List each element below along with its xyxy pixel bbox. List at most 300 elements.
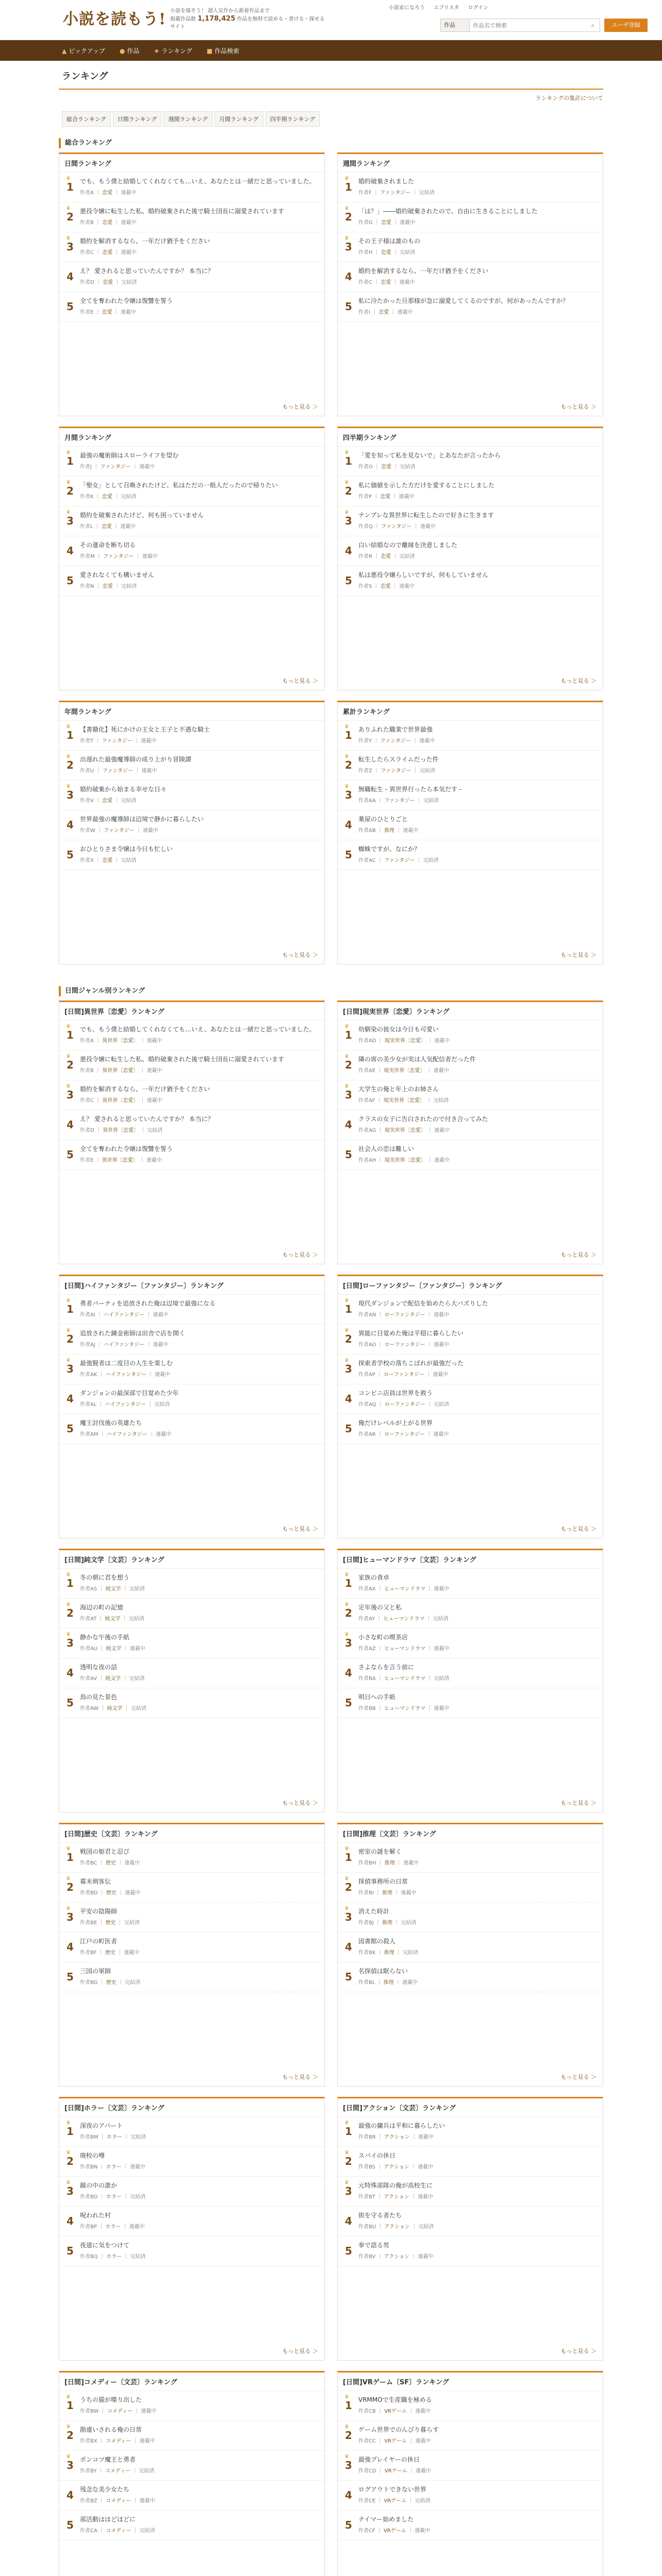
work-title-link[interactable]: 最強プレイヤーの休日 [358,2456,420,2463]
work-title-link[interactable]: 隣の席の美少女が実は人気配信者だった件 [358,1056,476,1063]
genre-label[interactable]: 現実世界〔恋愛〕 [384,1038,426,1044]
tab-3[interactable]: 月間ランキング [214,111,263,127]
more-link[interactable]: もっと見る ＞ [560,677,597,684]
work-title-link[interactable]: でも、もう僕と結婚してくれなくても…いえ、あなたとは一緒だと思っていました。 [80,178,316,185]
author-name[interactable]: 作者H [358,250,373,256]
top-link-login[interactable]: ログイン [468,5,489,11]
author-name[interactable]: 作者W [80,828,95,834]
author-name[interactable]: 作者AI [80,1312,95,1318]
author-name[interactable]: 作者BV [358,2254,376,2260]
author-name[interactable]: 作者CD [358,2468,376,2474]
work-title-link[interactable]: 婚約を破棄されたけど、何も困っていません [80,512,204,519]
genre-label[interactable]: VRゲーム [384,2498,407,2504]
work-title-link[interactable]: テンプレな異世界に転生したので好きに生きます [358,512,494,519]
author-name[interactable]: 作者BK [358,1950,376,1956]
author-name[interactable]: 作者C [80,250,94,256]
work-title-link[interactable]: 幕末剣客伝 [80,1878,111,1885]
genre-label[interactable]: 恋愛 [102,310,112,315]
genre-label[interactable]: 異世界〔恋愛〕 [102,1158,138,1163]
work-title-link[interactable]: 【書籍化】死にかけの王女と王子と不遇な騎士 [80,726,210,733]
work-title-link[interactable]: 婚約を解消するなら、一年だけ猶予をください [80,238,210,245]
work-title-link[interactable]: 婚約破棄されました [358,178,415,185]
author-name[interactable]: 作者Y [358,738,372,744]
more-link[interactable]: もっと見る ＞ [282,1251,318,1258]
work-title-link[interactable]: 世界最強の魔導師は辺境で静かに暮らしたい [80,816,204,823]
author-name[interactable]: 作者D [80,1128,94,1133]
work-title-link[interactable]: 密室の謎を解く [358,1848,402,1855]
register-button[interactable]: ユーザ登録 [604,19,648,32]
work-title-link[interactable]: 魔王討伐後の英雄たち [80,1419,142,1427]
author-name[interactable]: 作者AJ [80,1342,95,1348]
author-name[interactable]: 作者I [358,310,370,315]
author-name[interactable]: 作者BU [358,2224,376,2230]
genre-label[interactable]: 異世界〔恋愛〕 [102,1038,139,1044]
work-title-link[interactable]: 透明な夜の話 [80,1664,118,1671]
genre-label[interactable]: 現実世界〔恋愛〕 [384,1158,426,1163]
work-title-link[interactable]: テイマー始めました [358,2516,414,2523]
top-link-everystar[interactable]: エブリスタ [434,5,459,11]
work-title-link[interactable]: 全てを奪われた令嬢は復讐を誓う [80,1145,173,1153]
top-link-narou[interactable]: 小説家になろう [389,5,425,11]
author-name[interactable]: 作者AX [358,1586,376,1592]
genre-label[interactable]: ローファンタジー [384,1342,425,1348]
search-input[interactable] [470,19,586,31]
author-name[interactable]: 作者AN [358,1312,376,1318]
genre-label[interactable]: アクション [384,2134,410,2140]
author-name[interactable]: 作者BO [80,2194,98,2200]
author-name[interactable]: 作者AM [80,1432,98,1437]
author-name[interactable]: 作者BA [358,1676,376,1682]
genre-label[interactable]: 恋愛 [102,190,113,196]
genre-label[interactable]: ファンタジー [102,738,133,744]
genre-label[interactable]: 歴史 [105,1920,116,1926]
work-title-link[interactable]: VRMMOで生産職を極める [358,2396,432,2403]
author-name[interactable]: 作者BM [80,2134,98,2140]
author-name[interactable]: 作者B [80,220,94,226]
author-name[interactable]: 作者BC [80,1860,97,1866]
tab-2[interactable]: 週間ランキング [163,111,212,127]
genre-label[interactable]: ヒューマンドラマ [384,1646,426,1652]
author-name[interactable]: 作者M [80,554,95,560]
author-name[interactable]: 作者A [80,190,94,196]
author-name[interactable]: 作者BQ [80,2254,98,2260]
genre-label[interactable]: ハイファンタジー [106,1432,147,1437]
genre-label[interactable]: ホラー [106,2134,122,2140]
author-name[interactable]: 作者AO [358,1342,376,1348]
tab-4[interactable]: 四半期ランキング [266,111,320,127]
work-title-link[interactable]: 深夜のアパート [80,2122,123,2129]
author-name[interactable]: 作者N [80,584,94,589]
work-title-link[interactable]: 戦国の姫君と忍び [80,1848,130,1855]
work-title-link[interactable]: 愛されなくても構いません [80,571,155,579]
work-title-link[interactable]: 追放された錬金術師は田舎で店を開く [80,1330,186,1337]
tab-0[interactable]: 総合ランキング [62,111,111,127]
work-title-link[interactable]: その王子様は誰のもの [358,238,421,245]
genre-label[interactable]: ヒューマンドラマ [384,1706,426,1711]
genre-label[interactable]: ハイファンタジー [105,1372,146,1378]
work-title-link[interactable]: 消えた時計 [358,1908,390,1915]
work-title-link[interactable]: 明日への手紙 [358,1693,396,1701]
author-name[interactable]: 作者BH [358,1860,376,1866]
genre-label[interactable]: VRゲーム [384,2409,407,2414]
genre-label[interactable]: コメディー [105,2468,130,2474]
genre-label[interactable]: VRゲーム [385,2468,407,2474]
work-title-link[interactable]: ゲーム世界でのんびり暮らす [358,2426,439,2433]
more-link[interactable]: もっと見る ＞ [282,1526,318,1532]
work-title-link[interactable]: 呪われた村 [80,2212,111,2219]
genre-label[interactable]: コメディー [107,2409,133,2414]
work-title-link[interactable]: 蜘蛛ですが、なにか？ [358,845,421,853]
author-name[interactable]: 作者K [80,494,94,500]
genre-label[interactable]: ファンタジー [102,768,134,774]
author-name[interactable]: 作者CB [358,2409,376,2414]
genre-label[interactable]: ローファンタジー [384,1402,425,1408]
author-name[interactable]: 作者AH [358,1158,376,1163]
work-title-link[interactable]: 幼馴染の彼女は今日も可愛い [358,1026,439,1033]
author-name[interactable]: 作者BN [80,2164,98,2170]
more-link[interactable]: もっと見る ＞ [560,403,597,410]
nav-item-0[interactable] [62,46,105,55]
author-name[interactable]: 作者BI [358,1890,374,1896]
genre-label[interactable]: 恋愛 [380,584,391,589]
more-link[interactable]: もっと見る ＞ [560,1526,597,1532]
work-title-link[interactable]: 勘違いされる俺の日常 [80,2426,142,2433]
genre-label[interactable]: ヒューマンドラマ [384,1586,426,1592]
work-title-link[interactable]: 社会人の恋は難しい [358,1145,415,1153]
work-title-link[interactable]: 平安の陰陽師 [80,1908,118,1915]
genre-label[interactable]: 恋愛 [102,584,113,589]
author-name[interactable]: 作者AP [358,1372,375,1378]
author-name[interactable]: 作者V [80,798,94,804]
author-name[interactable]: 作者P [358,494,372,500]
genre-label[interactable]: ホラー [106,2254,122,2260]
work-title-link[interactable]: 最強の魔術師はスローライフを望む [80,452,179,459]
genre-label[interactable]: 恋愛 [381,464,392,470]
genre-label[interactable]: 歴史 [106,1890,117,1896]
genre-label[interactable]: コメディー [106,2438,131,2444]
work-title-link[interactable]: 小さな町の喫茶店 [358,1634,408,1641]
author-name[interactable]: 作者O [358,464,373,470]
author-name[interactable]: 作者BB [358,1706,376,1711]
author-name[interactable]: 作者B [80,1068,94,1074]
author-name[interactable]: 作者BS [358,2164,376,2170]
author-name[interactable]: 作者AS [80,1586,97,1592]
author-name[interactable]: 作者S [358,584,372,589]
author-name[interactable]: 作者AQ [358,1402,376,1408]
author-name[interactable]: 作者D [80,280,94,285]
author-name[interactable]: 作者E [80,310,94,315]
genre-label[interactable]: 推理 [384,1860,395,1866]
author-name[interactable]: 作者AV [80,1676,97,1682]
genre-label[interactable]: 恋愛 [102,798,113,804]
work-title-link[interactable]: 部活動はほどほどに [80,2516,136,2523]
more-link[interactable]: もっと見る ＞ [282,403,318,410]
site-logo[interactable]: 小説を読もう! [63,10,167,28]
work-title-link[interactable]: 「は？」――婚約破棄されたので、自由に生きることにしました [358,208,538,215]
author-name[interactable]: 作者BZ [80,2498,97,2504]
work-title-link[interactable]: 白い結婚なので離縁を決意しました [358,541,458,549]
genre-label[interactable]: アクション [384,2164,409,2170]
genre-label[interactable]: ファンタジー [381,524,412,530]
genre-label[interactable]: 推理 [384,1950,394,1956]
more-link[interactable]: もっと見る ＞ [560,1800,597,1806]
genre-label[interactable]: ホラー [106,2164,122,2170]
genre-label[interactable]: ファンタジー [380,190,411,196]
author-name[interactable]: 作者AE [358,1068,376,1074]
more-link[interactable]: もっと見る ＞ [282,677,318,684]
genre-label[interactable]: 現実世界〔恋愛〕 [383,1098,425,1104]
more-link[interactable]: もっと見る ＞ [560,1251,597,1258]
author-name[interactable]: 作者AD [358,1038,376,1044]
genre-label[interactable]: 恋愛 [378,310,389,315]
work-title-link[interactable]: 「愛を知って私を見ないで」とあなたが言ったから [358,452,501,459]
genre-label[interactable]: 歴史 [106,1980,117,1986]
genre-label[interactable]: 純文学 [105,1676,121,1682]
author-name[interactable]: 作者CA [80,2528,97,2534]
search-icon[interactable]: ⌕ [591,22,595,29]
genre-label[interactable]: ファンタジー [103,554,134,560]
work-title-link[interactable]: ポンコツ魔王と勇者 [80,2456,136,2463]
genre-label[interactable]: アクション [384,2254,410,2260]
work-title-link[interactable]: 拳で語る男 [358,2242,390,2249]
genre-label[interactable]: 恋愛 [380,494,391,500]
author-name[interactable]: 作者BL [358,1980,375,1986]
genre-label[interactable]: ローファンタジー [384,1432,425,1437]
author-name[interactable]: 作者T [80,738,94,744]
genre-label[interactable]: アクション [384,2194,409,2200]
genre-label[interactable]: ローファンタジー [384,1372,425,1378]
work-title-link[interactable]: 三国の軍師 [80,1968,111,1975]
work-title-link[interactable]: 街を守る者たち [358,2212,402,2219]
genre-label[interactable]: 恋愛 [103,280,113,285]
tab-1[interactable]: 日間ランキング [113,111,162,127]
work-title-link[interactable]: 探索者学校の落ちこぼれが最強だった [358,1360,464,1367]
author-name[interactable]: 作者U [80,768,94,774]
work-title-link[interactable]: 残念な美少女たち [80,2486,130,2493]
genre-label[interactable]: 異世界〔恋愛〕 [102,1098,139,1104]
work-title-link[interactable]: うちの猫が喋り出した [80,2396,142,2403]
author-name[interactable]: 作者BP [80,2224,97,2230]
work-title-link[interactable]: おひとりさま令嬢は今日も忙しい [80,845,173,853]
author-name[interactable]: 作者CF [358,2528,375,2534]
author-name[interactable]: 作者AU [80,1646,98,1652]
author-name[interactable]: 作者BJ [358,1920,374,1926]
ranking-info-link[interactable]: ランキングの集計について [535,95,603,101]
genre-label[interactable]: コメディー [106,2528,131,2534]
author-name[interactable]: 作者AL [80,1402,97,1408]
genre-label[interactable]: 恋愛 [101,524,112,530]
author-name[interactable]: 作者Z [358,768,372,774]
author-name[interactable]: 作者AZ [358,1646,376,1652]
genre-label[interactable]: 現実世界〔恋愛〕 [384,1128,426,1133]
genre-label[interactable]: 恋愛 [380,280,391,285]
genre-label[interactable]: 歴史 [105,1950,115,1956]
work-title-link[interactable]: 元特殊部隊の俺が高校生に [358,2182,433,2189]
genre-label[interactable]: 恋愛 [102,220,113,226]
work-title-link[interactable]: その運命を断ち切る [80,541,136,549]
author-name[interactable]: 作者F [358,190,372,196]
genre-label[interactable]: VRゲーム [384,2438,407,2444]
genre-label[interactable]: 恋愛 [102,250,113,256]
work-title-link[interactable]: ありふれた職業で世界最強 [358,726,433,733]
work-title-link[interactable]: 悪役令嬢に転生した私、婚約破棄された後で騎士団長に溺愛されています [80,1056,285,1063]
author-name[interactable]: 作者BT [358,2194,375,2200]
more-link[interactable]: もっと見る ＞ [560,952,597,958]
genre-label[interactable]: 推理 [382,1890,393,1896]
nav-item-1[interactable] [120,46,140,55]
nav-item-2[interactable] [154,46,192,55]
work-title-link[interactable]: 海辺の町の記憶 [80,1604,124,1611]
genre-label[interactable]: ホラー [106,2194,122,2200]
work-title-link[interactable]: 私に価値を示した方だけを愛することにしました [358,482,495,489]
genre-label[interactable]: 恋愛 [102,494,112,500]
work-title-link[interactable]: 悪役令嬢に転生した私、婚約破棄された後で騎士団長に溺愛されています [80,208,285,215]
genre-label[interactable]: ファンタジー [384,798,415,804]
more-link[interactable]: もっと見る ＞ [282,2348,318,2354]
genre-label[interactable]: ファンタジー [104,828,135,834]
author-name[interactable]: 作者E [80,1158,94,1163]
work-title-link[interactable]: 俺だけレベルが上がる世界 [358,1419,433,1427]
genre-label[interactable]: ヒューマンドラマ [383,1616,425,1622]
work-title-link[interactable]: 探偵事務所の日常 [358,1878,408,1885]
work-title-link[interactable]: 夜道に気をつけて [80,2242,130,2249]
work-title-link[interactable]: スパイの休日 [358,2152,396,2159]
work-title-link[interactable]: さよならを言う前に [358,1664,415,1671]
genre-label[interactable]: ファンタジー [380,768,411,774]
work-title-link[interactable]: 婚約を解消するなら、一年だけ猶予をください [358,267,489,275]
author-name[interactable]: 作者AW [80,1706,99,1711]
work-title-link[interactable]: 鏡の中の誰か [80,2182,118,2189]
genre-label[interactable]: コメディー [106,2498,131,2504]
work-title-link[interactable]: 転生したらスライムだった件 [358,756,439,763]
author-name[interactable]: 作者BY [80,2468,97,2474]
author-name[interactable]: 作者AB [358,828,376,834]
author-name[interactable]: 作者BE [80,1920,97,1926]
genre-label[interactable]: ハイファンタジー [105,1402,146,1408]
author-name[interactable]: 作者CE [358,2498,376,2504]
work-title-link[interactable]: 図書館の殺人 [358,1938,396,1945]
more-link[interactable]: もっと見る ＞ [282,952,318,958]
author-name[interactable]: 作者BD [80,1890,98,1896]
work-title-link[interactable]: 婚約破棄から始まる幸せな日々 [80,786,167,793]
work-title-link[interactable]: 私に冷たかった旦那様が急に溺愛してくるのですが、何があったんですか？ [358,297,569,304]
author-name[interactable]: 作者AC [358,858,376,863]
author-name[interactable]: 作者AA [358,798,376,804]
genre-label[interactable]: アクション [384,2224,410,2230]
work-title-link[interactable]: 廃校の噂 [80,2152,105,2159]
more-link[interactable]: もっと見る ＞ [560,2348,597,2354]
work-title-link[interactable]: 全てを奪われた令嬢は復讐を誓う [80,297,173,304]
work-title-link[interactable]: 無職転生 - 異世界行ったら本気だす - [358,786,462,793]
author-name[interactable]: 作者J [80,464,92,470]
work-title-link[interactable]: クラスの女子に告白されたので付き合ってみた [358,1115,488,1123]
genre-label[interactable]: ハイファンタジー [104,1312,145,1318]
work-title-link[interactable]: 大学生の俺と年上のお姉さん [358,1086,439,1093]
genre-label[interactable]: 推理 [383,1980,394,1986]
genre-label[interactable]: 恋愛 [102,858,113,863]
work-title-link[interactable]: 現代ダンジョンで配信を始めたら大バズりした [358,1300,488,1307]
author-name[interactable]: 作者BX [80,2438,97,2444]
author-name[interactable]: 作者BW [80,2409,99,2414]
work-title-link[interactable]: 最強賢者は二度目の人生を楽しむ [80,1360,173,1367]
genre-label[interactable]: ヒューマンドラマ [384,1676,426,1682]
work-title-link[interactable]: ダンジョンの最深部で目覚めた少年 [80,1389,179,1397]
genre-label[interactable]: 恋愛 [381,220,392,226]
work-title-link[interactable]: 鳥の見た景色 [80,1693,118,1701]
work-title-link[interactable]: え？ 愛されると思っていたんですか？ 本当に？ [80,1115,214,1123]
nav-item-3[interactable] [207,46,239,55]
search-type-select[interactable]: 作品 [441,19,470,31]
author-name[interactable]: 作者AT [80,1616,97,1622]
work-title-link[interactable]: 出遅れた最強魔導師の成り上がり冒険譚 [80,756,192,763]
work-title-link[interactable]: 名探偵は眠らない [358,1968,408,1975]
work-title-link[interactable]: 「聖女」として召喚されたけど、私はただの一般人だったので帰りたい [80,482,278,489]
author-name[interactable]: 作者Q [358,524,373,530]
genre-label[interactable]: ホラー [105,2224,121,2230]
work-title-link[interactable]: 私は悪役令嬢らしいですが、何もしていません [358,571,489,579]
author-name[interactable]: 作者X [80,858,94,863]
genre-label[interactable]: 恋愛 [380,554,391,560]
author-name[interactable]: 作者AY [358,1616,375,1622]
author-name[interactable]: 作者C [358,280,372,285]
more-link[interactable]: もっと見る ＞ [282,2074,318,2080]
genre-label[interactable]: 推理 [384,828,395,834]
work-title-link[interactable]: 家族の食卓 [358,1574,390,1581]
genre-label[interactable]: 純文学 [107,1706,123,1711]
author-name[interactable]: 作者G [358,220,373,226]
author-name[interactable]: 作者AG [358,1128,376,1133]
genre-label[interactable]: 現実世界〔恋愛〕 [384,1068,425,1074]
work-title-link[interactable]: ログアウトできない世界 [358,2486,427,2493]
more-link[interactable]: もっと見る ＞ [560,2074,597,2080]
genre-label[interactable]: 異世界〔恋愛〕 [102,1068,139,1074]
author-name[interactable]: 作者A [80,1038,94,1044]
genre-label[interactable]: ハイファンタジー [104,1342,145,1348]
genre-label[interactable]: 純文学 [105,1616,121,1622]
genre-label[interactable]: 推理 [382,1920,393,1926]
work-title-link[interactable]: え？ 愛されると思っていたんですか？ 本当に？ [80,267,214,275]
genre-label[interactable]: VRゲーム [384,2528,406,2534]
author-name[interactable]: 作者AK [80,1372,97,1378]
genre-label[interactable]: 異世界〔恋愛〕 [103,1128,139,1133]
work-title-link[interactable]: 定年後の父と私 [358,1604,402,1611]
work-title-link[interactable]: でも、もう僕と結婚してくれなくても…いえ、あなたとは一緒だと思っていました。 [80,1026,316,1033]
author-name[interactable]: 作者L [80,524,93,530]
author-name[interactable]: 作者BF [80,1950,97,1956]
genre-label[interactable]: ファンタジー [380,738,411,744]
genre-label[interactable]: 純文学 [105,1586,121,1592]
work-title-link[interactable]: 最強の傭兵は平和に暮らしたい [358,2122,445,2129]
genre-label[interactable]: ローファンタジー [384,1312,425,1318]
work-title-link[interactable]: 婚約を解消するなら、一年だけ猶予をください [80,1086,210,1093]
work-title-link[interactable]: 異能に目覚めた俺は平穏に暮らしたい [358,1330,464,1337]
work-title-link[interactable]: コンビニ店員は世界を救う [358,1389,433,1397]
more-link[interactable]: もっと見る ＞ [282,1800,318,1806]
author-name[interactable]: 作者CC [358,2438,376,2444]
author-name[interactable]: 作者R [358,554,372,560]
work-title-link[interactable]: 江戸の町医者 [80,1938,118,1945]
work-title-link[interactable]: 静かな午後の手紙 [80,1634,130,1641]
author-name[interactable]: 作者BR [358,2134,376,2140]
genre-label[interactable]: 純文学 [106,1646,122,1652]
author-name[interactable]: 作者AF [358,1098,375,1104]
author-name[interactable]: 作者BG [80,1980,98,1986]
work-title-link[interactable]: 冬の朝に君を想う [80,1574,130,1581]
author-name[interactable]: 作者C [80,1098,94,1104]
genre-label[interactable]: 恋愛 [380,250,391,256]
author-name[interactable]: 作者AR [358,1432,376,1437]
genre-label[interactable]: 歴史 [106,1860,117,1866]
